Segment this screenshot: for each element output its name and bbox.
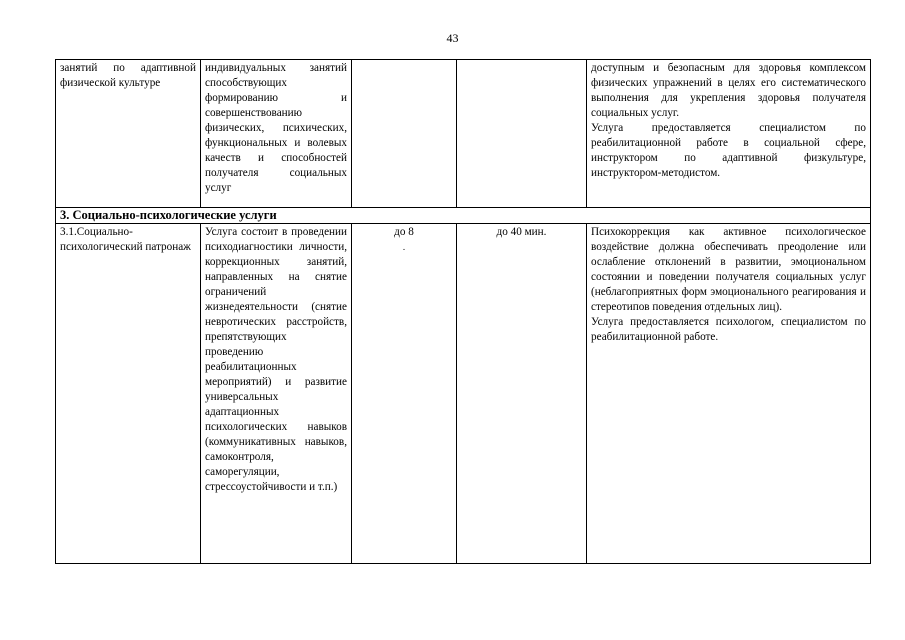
service-description-cell [201, 60, 352, 208]
table-row [56, 60, 871, 208]
service-conditions-cell [587, 224, 871, 564]
service-conditions-text: доступным и безопасным для здоровья комплексом физических упражнений в целях его систематического выполнения для укрепления здоровья получателя социальных услуг. [591, 62, 866, 119]
service-conditions-text: Психокоррекция как активное психологическое воздействие должна обеспечивать преодоление или ослабление отклонений в развитии, эмоциональном состоянии и поведении получателя социальных услуг (неблагоприятных форм эмоционального реагирования и стереотипов поведения отдельных лиц). [591, 226, 866, 313]
service-description-cell [201, 224, 352, 564]
service-provider-text: Услуга предоставляется специалистом по реабилитационной работе в социальной сфере, инструктором по адаптивной физкультуре, инструктором-методистом. [591, 122, 866, 179]
section-title: 3. Социально-психологические услуги [56, 208, 871, 224]
service-quantity-cell [352, 224, 457, 564]
service-name-text: 3.1.Социально-психологический патронаж [60, 226, 191, 253]
service-name-cell [56, 224, 201, 564]
service-quantity-text: до 8 [394, 226, 414, 238]
services-table [55, 59, 871, 564]
service-duration-text: до 40 мин. [496, 226, 547, 238]
service-quantity-note: . [402, 242, 406, 252]
service-conditions-cell [587, 60, 871, 208]
service-duration-cell [457, 224, 587, 564]
service-description-text: индивидуальных занятий способствующих формированию и совершенствованию физических, психических, функциональных и волевых качеств и способностей получателя социальных услуг [205, 62, 347, 194]
service-provider-text: Услуга предоставляется психологом, специалистом по реабилитационной работе. [591, 316, 866, 343]
service-quantity-cell [352, 60, 457, 208]
service-duration-cell [457, 60, 587, 208]
service-description-text: Услуга состоит в проведении психодиагностики личности, коррекционных занятий, направленных на снятие ограничений жизнедеятельности (снятие невротических расстройств, препятствующих проведению реабилитационных мероприятий) и развитие универсальных адаптационных психологических навыков (коммуникативных навыков, самоконтроля, саморегуляции, стрессоустойчивости и т.п.) [205, 226, 347, 493]
service-name-text: занятий по адаптивной физической культуре [60, 62, 196, 89]
service-name-cell [56, 60, 201, 208]
table-row [56, 224, 871, 564]
section-row [56, 208, 871, 224]
page-number: 43 [446, 31, 459, 45]
